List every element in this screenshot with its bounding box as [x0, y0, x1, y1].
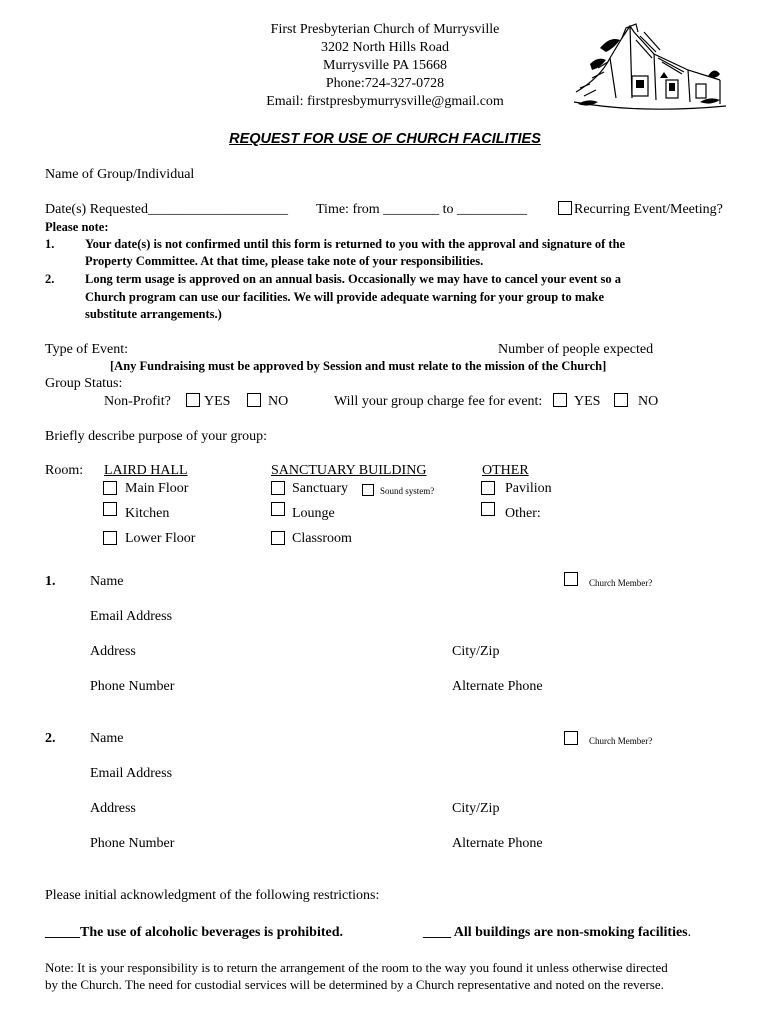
- time-field[interactable]: Time: from ________ to __________: [316, 202, 528, 217]
- lower-floor-checkbox[interactable]: [103, 531, 117, 545]
- please-note-heading: Please note:: [45, 220, 109, 234]
- main-floor-label: Main Floor: [125, 481, 189, 496]
- other-room-field[interactable]: Other:: [505, 506, 541, 521]
- contact-1-phone-field[interactable]: Phone Number: [90, 679, 175, 694]
- sanctuary-checkbox[interactable]: [271, 481, 285, 495]
- sound-system-checkbox[interactable]: [362, 484, 374, 496]
- purpose-label: Briefly describe purpose of your group:: [45, 429, 267, 444]
- people-expected-label: Number of people expected: [498, 342, 654, 357]
- footer-note-line-1: Note: It is your responsibility is to return the arrangement of the room to the way you found it unless otherwise directed: [45, 960, 668, 975]
- contact-2-email-field[interactable]: Email Address: [90, 766, 173, 781]
- form-title: REQUEST FOR USE OF CHURCH FACILITIES: [229, 131, 541, 147]
- lounge-label: Lounge: [292, 506, 335, 521]
- classroom-label: Classroom: [292, 531, 352, 546]
- church-sketch-logo: [570, 18, 730, 118]
- non-profit-no-checkbox[interactable]: [247, 393, 261, 407]
- alcohol-restriction[interactable]: _____The use of alcoholic beverages is prohibited.: [45, 925, 344, 940]
- non-profit-yes-label: YES: [204, 394, 231, 409]
- contact-1-email-field[interactable]: Email Address: [90, 609, 173, 624]
- event-type-label: Type of Event:: [45, 342, 128, 357]
- lower-floor-label: Lower Floor: [125, 531, 196, 546]
- note-2-line-1: Long term usage is approved on an annual basis. Occasionally we may have to cancel your event so a: [85, 272, 622, 286]
- note-2-line-2: Church program can use our facilities. We will provide adequate warning for your group to make: [85, 290, 605, 304]
- charge-fee-yes-checkbox[interactable]: [553, 393, 567, 407]
- contact-2-member-label: Church Member?: [589, 736, 653, 746]
- org-phone: Phone:724-327-0728: [325, 76, 445, 91]
- contact-1-alt-phone-field[interactable]: Alternate Phone: [452, 679, 543, 694]
- lounge-checkbox[interactable]: [271, 502, 285, 516]
- contact-1-member-checkbox[interactable]: [564, 572, 578, 586]
- sound-system-label: Sound system?: [380, 486, 435, 496]
- non-profit-no-label: NO: [268, 394, 289, 409]
- note-2-number: 2.: [45, 272, 55, 286]
- smoking-restriction[interactable]: [423, 925, 691, 941]
- note-1-number: 1.: [45, 237, 55, 251]
- contact-1-member-label: Church Member?: [589, 578, 653, 588]
- note-2-line-3: substitute arrangements.): [85, 307, 222, 321]
- smoking-restriction-period: .: [687, 925, 692, 940]
- footer-note-line-2: by the Church. The need for custodial services will be determined by a Church representative and noted on the reverse.: [45, 977, 664, 992]
- charge-fee-no-label: NO: [638, 394, 659, 409]
- contact-1-name-field[interactable]: Name: [90, 574, 124, 589]
- restrictions-intro: Please initial acknowledgment of the following restrictions:: [45, 888, 380, 903]
- org-name: First Presbyterian Church of Murrysville: [270, 22, 500, 37]
- charge-fee-yes-label: YES: [574, 394, 601, 409]
- org-email: Email: firstpresbymurrysville@gmail.com: [266, 94, 504, 109]
- contact-2-member-checkbox[interactable]: [564, 731, 578, 745]
- dates-requested-field[interactable]: Date(s) Requested____________________: [45, 202, 289, 217]
- sanctuary-label: Sanctuary: [292, 481, 348, 496]
- main-floor-checkbox[interactable]: [103, 481, 117, 495]
- contact-1-cityzip-field[interactable]: City/Zip: [452, 644, 500, 659]
- charge-fee-label: Will your group charge fee for event:: [334, 394, 543, 409]
- contact-2-number: 2.: [45, 731, 56, 746]
- recurring-label: Recurring Event/Meeting?: [574, 202, 723, 217]
- contact-2-name-field[interactable]: Name: [90, 731, 124, 746]
- room-label: Room:: [45, 463, 84, 478]
- note-1-line-2: Property Committee. At that time, please take note of your responsibilities.: [85, 254, 484, 268]
- name-group-label: Name of Group/Individual: [45, 167, 195, 182]
- contact-2-phone-field[interactable]: Phone Number: [90, 836, 175, 851]
- pavilion-checkbox[interactable]: [481, 481, 495, 495]
- kitchen-checkbox[interactable]: [103, 502, 117, 516]
- pavilion-label: Pavilion: [505, 481, 552, 496]
- contact-2-cityzip-field[interactable]: City/Zip: [452, 801, 500, 816]
- group-status-label: Group Status:: [45, 376, 123, 391]
- laird-hall-heading: LAIRD HALL: [104, 463, 188, 478]
- classroom-checkbox[interactable]: [271, 531, 285, 545]
- org-city: Murrysville PA 15668: [323, 58, 447, 73]
- contact-1-address-field[interactable]: Address: [90, 644, 136, 659]
- note-1-line-1: Your date(s) is not confirmed until this form is returned to you with the approval and signature of the: [85, 237, 626, 251]
- other-room-checkbox[interactable]: [481, 502, 495, 516]
- contact-2-address-field[interactable]: Address: [90, 801, 136, 816]
- other-heading: OTHER: [482, 463, 529, 478]
- org-street: 3202 North Hills Road: [321, 40, 449, 55]
- non-profit-yes-checkbox[interactable]: [186, 393, 200, 407]
- kitchen-label: Kitchen: [125, 506, 170, 521]
- recurring-checkbox[interactable]: [558, 201, 572, 215]
- sanctuary-building-heading: SANCTUARY BUILDING: [271, 463, 427, 478]
- smoking-restriction-text: ____ All buildings are non-smoking facilities: [423, 925, 688, 940]
- contact-1-number: 1.: [45, 574, 56, 589]
- contact-2-alt-phone-field[interactable]: Alternate Phone: [452, 836, 543, 851]
- non-profit-label: Non-Profit?: [104, 394, 171, 409]
- charge-fee-no-checkbox[interactable]: [614, 393, 628, 407]
- fundraising-note: [Any Fundraising must be approved by Session and must relate to the mission of the Church]: [110, 359, 607, 373]
